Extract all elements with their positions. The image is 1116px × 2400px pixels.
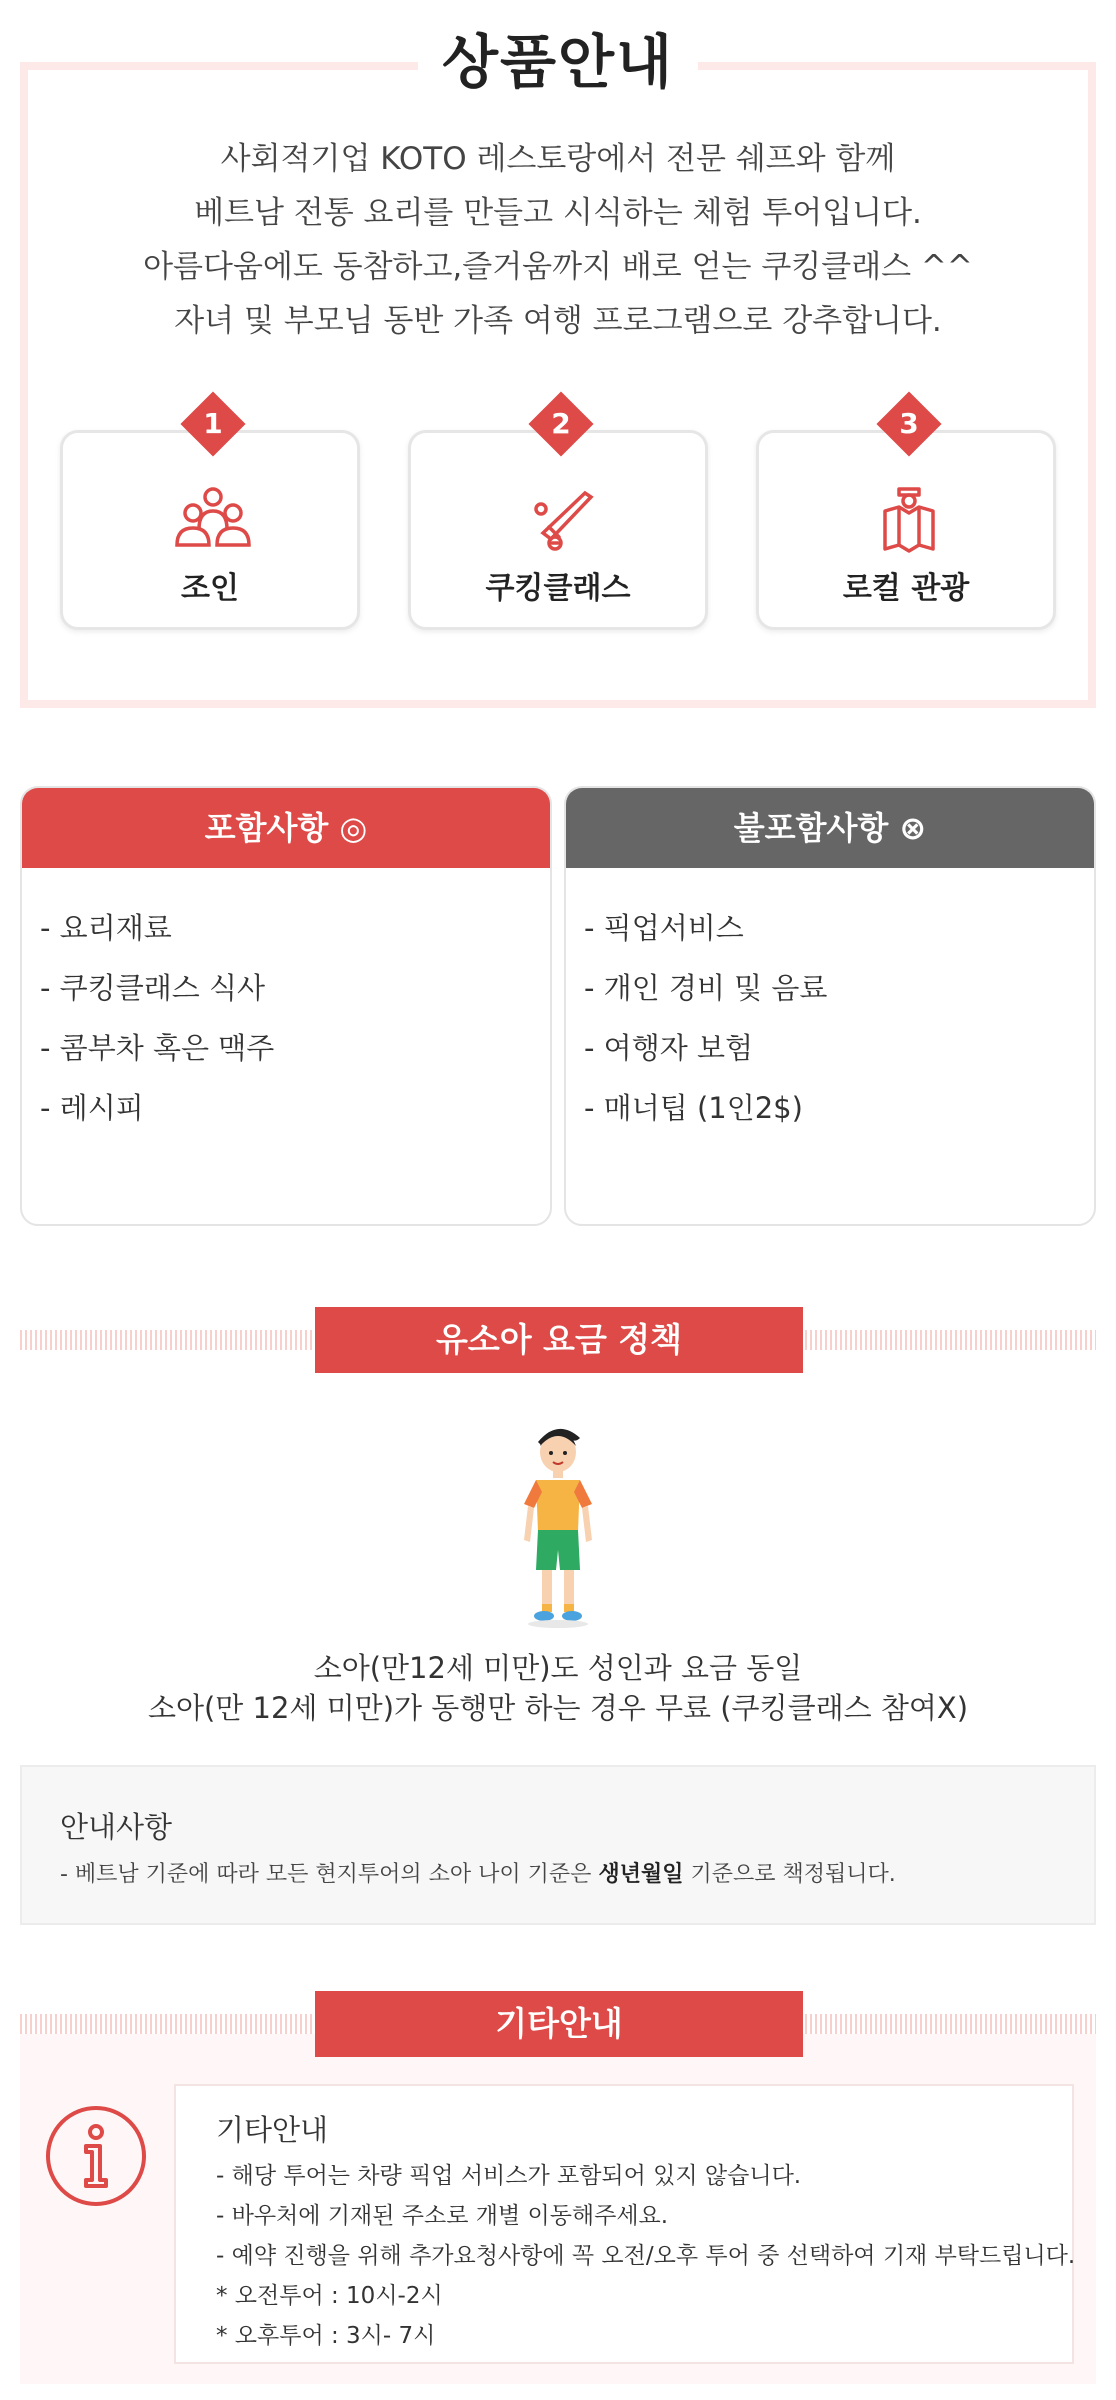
- description-line: 아름다움에도 동참하고,즐거움까지 배로 얻는 쿠킹클래스 ^^: [143, 249, 973, 285]
- feature-card-local-tour: [756, 407, 1056, 630]
- info-icon: [44, 2104, 148, 2208]
- included-panel: [20, 786, 552, 1226]
- notice-bold-text: 생년월일: [598, 1862, 684, 1887]
- feature-card-join: [60, 407, 360, 630]
- step-badge: 2: [528, 391, 594, 457]
- child-illustration-icon: [508, 1420, 608, 1630]
- excluded-header: 불포함사항 ⊗: [566, 788, 1094, 868]
- list-item: - 여행자 보험: [584, 1031, 753, 1065]
- other-info-list: [216, 2156, 1075, 2356]
- other-info-box-title: 기타안내: [216, 2113, 329, 2147]
- excluded-panel: [564, 786, 1096, 1226]
- child-policy-text: [40, 1648, 1076, 1728]
- child-policy-title: 유소아 요금 정책: [315, 1307, 803, 1373]
- product-description: [60, 132, 1056, 348]
- cooking-knife-icon: [519, 483, 603, 553]
- feature-card-cooking: [408, 407, 708, 630]
- card-label: 쿠킹클래스: [485, 571, 631, 606]
- other-info-box: [174, 2084, 1074, 2364]
- card-label: 조인: [181, 571, 239, 606]
- list-item: - 레시피: [40, 1091, 144, 1125]
- list-item: * 오전투어 : 10시-2시: [216, 2283, 443, 2309]
- notice-text: - 베트남 기준에 따라 모든 현지투어의 소아 나이 기준은 생년월일 기준으로 책정됩니다.: [60, 1862, 896, 1887]
- list-item: - 쿠킹클래스 식사: [40, 971, 265, 1005]
- tourist-map-icon: [867, 483, 951, 553]
- list-item: - 콤부차 혹은 맥주: [40, 1031, 275, 1065]
- included-list: [22, 868, 550, 1138]
- excluded-list: [566, 868, 1094, 1138]
- product-info-title: 상품안내: [418, 22, 698, 102]
- notice-title: 안내사항: [60, 1810, 173, 1844]
- group-people-icon: [171, 483, 255, 553]
- policy-line: 소아(만 12세 미만)가 동행만 하는 경우 무료 (쿠킹클래스 참여X): [147, 1691, 969, 1725]
- notice-box: [20, 1765, 1096, 1925]
- list-item: - 픽업서비스: [584, 911, 744, 945]
- list-item: - 바우처에 기재된 주소로 개별 이동해주세요.: [216, 2203, 669, 2229]
- description-line: 자녀 및 부모님 동반 가족 여행 프로그램으로 강추합니다.: [174, 303, 942, 339]
- step-badge: 1: [180, 391, 246, 457]
- step-badge: 3: [876, 391, 942, 457]
- other-info-title: 기타안내: [315, 1991, 803, 2057]
- policy-line: 소아(만12세 미만)도 성인과 요금 동일: [313, 1651, 803, 1685]
- list-item: - 개인 경비 및 음료: [584, 971, 828, 1005]
- included-header: 포함사항 ◎: [22, 788, 550, 868]
- description-line: 베트남 전통 요리를 만들고 시식하는 체험 투어입니다.: [194, 195, 922, 231]
- list-item: - 예약 진행을 위해 추가요청사항에 꼭 오전/오후 투어 중 선택하여 기재 부탁드립니다.: [216, 2243, 1076, 2269]
- card-label: 로컬 관광: [842, 571, 970, 606]
- list-item: * 오후투어 : 3시- 7시: [216, 2323, 436, 2349]
- list-item: - 해당 투어는 차량 픽업 서비스가 포함되어 있지 않습니다.: [216, 2163, 802, 2189]
- list-item: - 요리재료: [40, 911, 172, 945]
- description-line: 사회적기업 KOTO 레스토랑에서 전문 쉐프와 함께: [220, 141, 896, 177]
- list-item: - 매너팁 (1인2$): [584, 1091, 803, 1125]
